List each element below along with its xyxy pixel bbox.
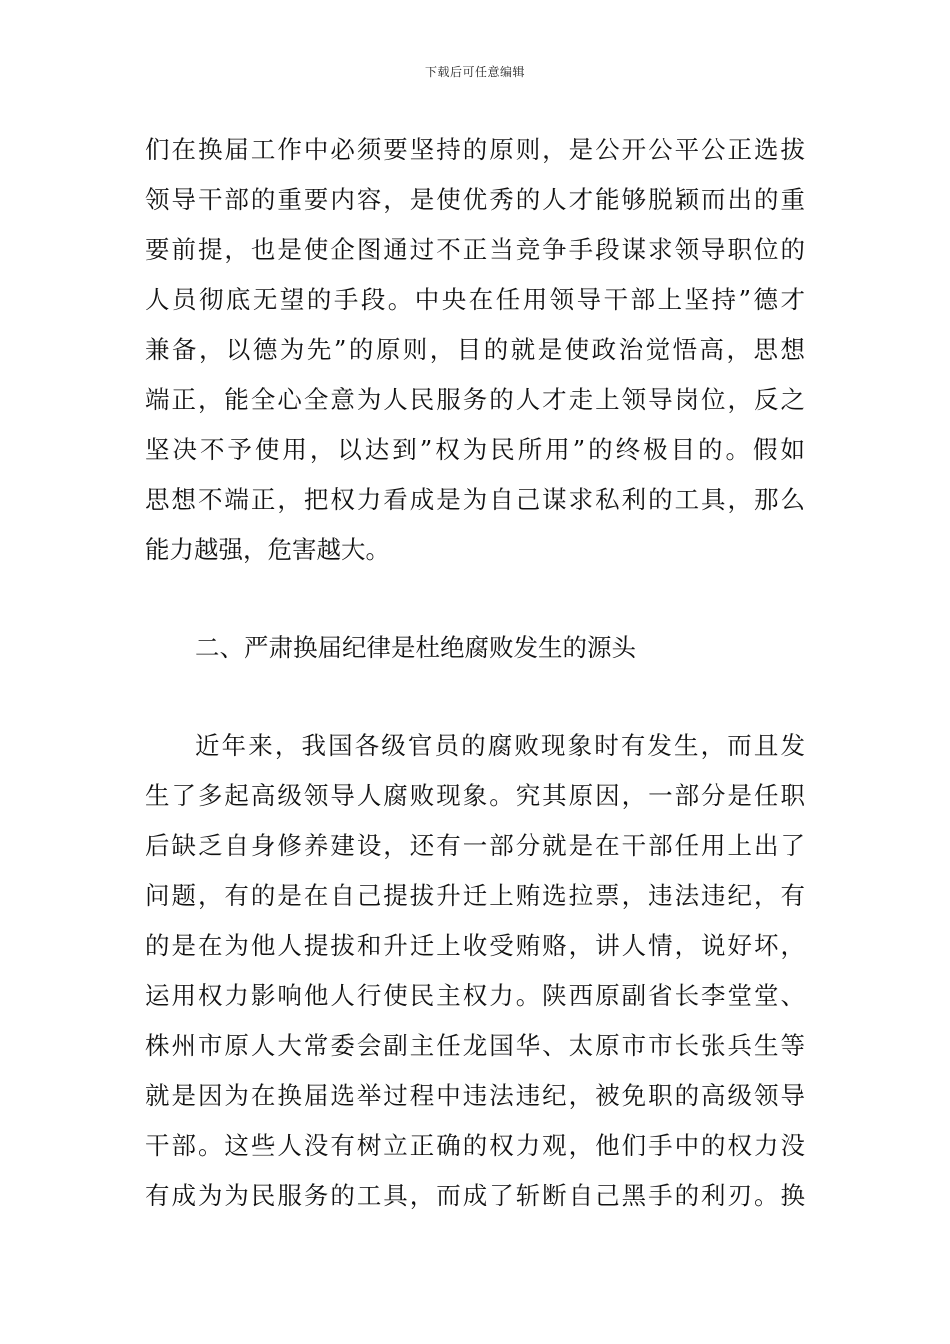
paragraph-line: 生了多起高级领导人腐败现象。究其原因，一部分是任职 [145,781,805,810]
paragraph-line: 兼备，以德为先”的原则，目的就是使政治觉悟高，思想 [145,335,805,364]
section-heading: 二、严肃换届纪律是杜绝腐败发生的源头 [195,633,636,662]
paragraph-line: 问题，有的是在自己提拔升迁上贿选拉票，违法违纪，有 [145,881,805,910]
paragraph-line: 有成为为民服务的工具，而成了斩断自己黑手的利刃。换 [145,1181,805,1210]
paragraph-line-first: 近年来，我国各级官员的腐败现象时有发生，而且发 [195,731,805,760]
paragraph-line: 就是因为在换届选举过程中违法违纪，被免职的高级领导 [145,1081,805,1110]
paragraph-line: 要前提，也是使企图通过不正当竞争手段谋求领导职位的 [145,235,805,264]
paragraph-line: 的是在为他人提拔和升迁上收受贿赂，讲人情，说好坏， [145,931,805,960]
paragraph-line: 株州市原人大常委会副主任龙国华、太原市市长张兵生等 [145,1031,805,1060]
paragraph-line: 坚决不予使用，以达到”权为民所用”的终极目的。假如 [145,435,805,464]
paragraph-line: 后缺乏自身修养建设，还有一部分就是在干部任用上出了 [145,831,805,860]
paragraph-line-last: 能力越强，危害越大。 [145,535,390,564]
paragraph-line: 思想不端正，把权力看成是为自己谋求私利的工具，那么 [145,485,805,514]
paragraph-line: 运用权力影响他人行使民主权力。陕西原副省长李堂堂、 [145,981,805,1010]
paragraph-line: 人员彻底无望的手段。中央在任用领导干部上坚持”德才 [145,285,805,314]
paragraph-line: 们在换届工作中必须要坚持的原则，是公开公平公正选拔 [145,135,805,164]
paragraph-line: 领导干部的重要内容，是使优秀的人才能够脱颖而出的重 [145,185,805,214]
paragraph-line: 干部。这些人没有树立正确的权力观，他们手中的权力没 [145,1131,805,1160]
paragraph-line: 端正，能全心全意为人民服务的人才走上领导岗位，反之 [145,385,805,414]
page-header: 下载后可任意编辑 [424,65,525,79]
